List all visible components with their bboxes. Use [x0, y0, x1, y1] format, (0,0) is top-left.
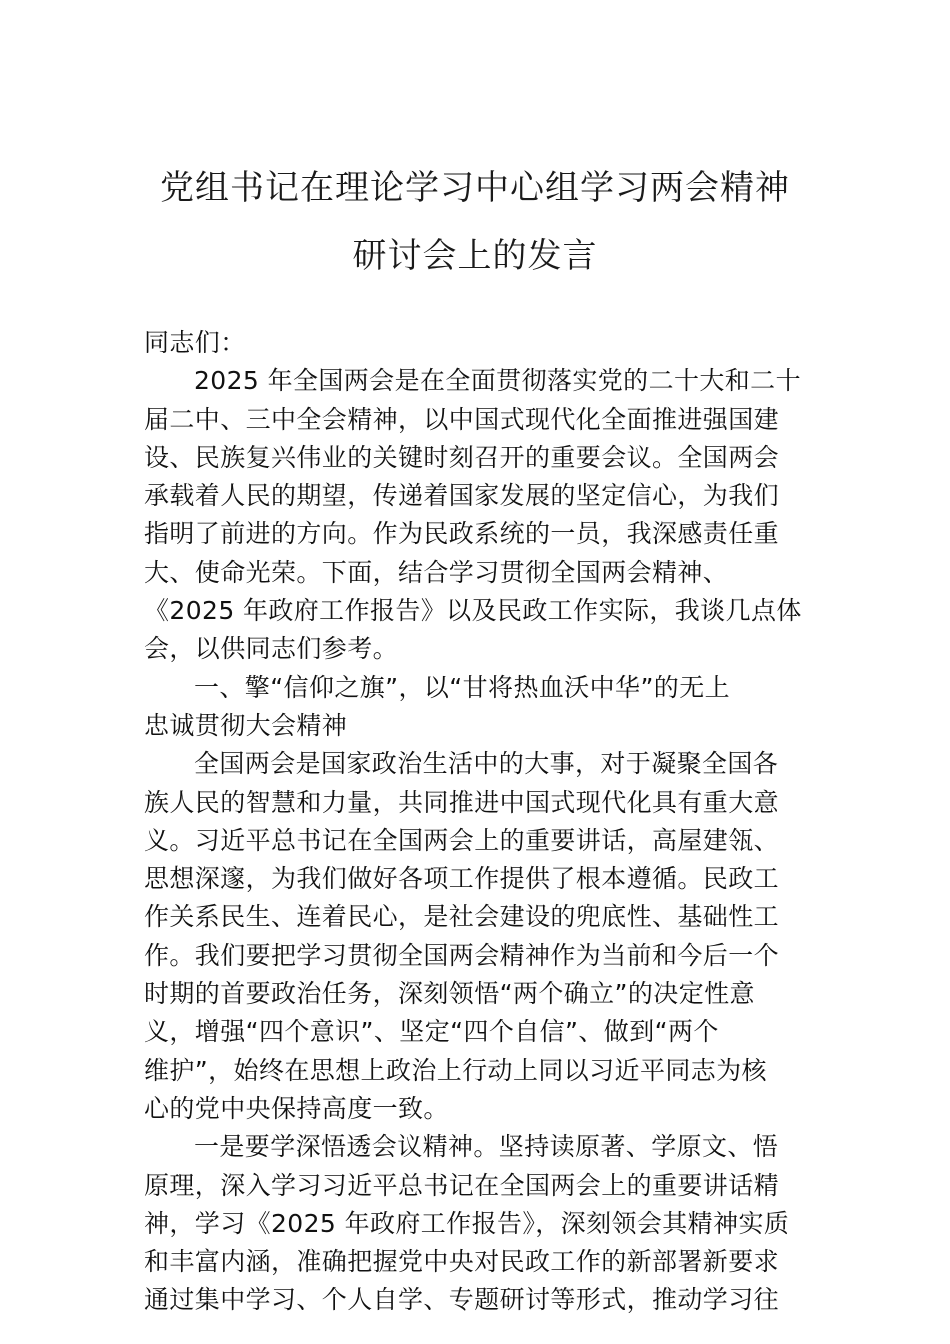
- section-heading-line: 一、擎“信仰之旗”，以“甘将热血沃中华”的无上: [194, 672, 731, 702]
- paragraph-line: 族人民的智慧和力量，共同推进中国式现代化具有重大意: [144, 787, 780, 817]
- document-title-line-1: 党组书记在理论学习中心组学习两会精神: [160, 168, 790, 208]
- paragraph-line: 设、民族复兴伟业的关键时刻召开的重要会议。全国两会: [144, 442, 780, 472]
- paragraph-line: 《2025 年政府工作报告》以及民政工作实际，我谈几点体: [144, 596, 802, 626]
- paragraph-line: 和丰富内涵，准确把握党中央对民政工作的新部署新要求: [144, 1247, 780, 1277]
- paragraph-line: 大、使命光荣。下面，结合学习贯彻全国两会精神、: [144, 557, 729, 587]
- paragraph-line: 神，学习《2025 年政府工作报告》，深刻领会其精神实质: [144, 1208, 790, 1238]
- paragraph-line: 通过集中学习、个人自学、专题研讨等形式，推动学习往: [144, 1285, 780, 1315]
- paragraph-line: 承载着人民的期望，传递着国家发展的坚定信心，为我们: [144, 481, 780, 511]
- paragraph-line: 会，以供同志们参考。: [144, 634, 399, 664]
- paragraph-line: 原理，深入学习习近平总书记在全国两会上的重要讲话精: [144, 1170, 780, 1200]
- document-title-line-2: 研讨会上的发言: [352, 236, 598, 276]
- paragraph-line: 作关系民生、连着民心，是社会建设的兜底性、基础性工: [144, 902, 780, 932]
- paragraph-line: 维护”，始终在思想上政治上行动上同以习近平同志为核: [144, 1055, 767, 1085]
- paragraph-line: 思想深邃，为我们做好各项工作提供了根本遵循。民政工: [144, 864, 780, 894]
- paragraph-line: 指明了前进的方向。作为民政系统的一员，我深感责任重: [144, 519, 780, 549]
- document-body: [144, 324, 808, 1320]
- paragraph-line: 义，增强“四个意识”、坚定“四个自信”、做到“两个: [144, 1017, 719, 1047]
- paragraph-line: 一是要学深悟透会议精神。坚持读原著、学原文、悟: [194, 1132, 779, 1162]
- paragraph-line: 时期的首要政治任务，深刻领悟“两个确立”的决定性意: [144, 979, 755, 1009]
- paragraph-line: 心的党中央保持高度一致。: [144, 1093, 449, 1123]
- paragraph-line: 2025 年全国两会是在全面贯彻落实党的二十大和二十: [194, 366, 801, 396]
- paragraph-line: 义。习近平总书记在全国两会上的重要讲话，高屋建瓴、: [144, 825, 780, 855]
- section-heading-line: 忠诚贯彻大会精神: [144, 710, 348, 740]
- salutation: 同志们：: [144, 328, 246, 357]
- paragraph-line: 全国两会是国家政治生活中的大事，对于凝聚全国各: [194, 749, 779, 779]
- paragraph-line: 届二中、三中全会精神，以中国式现代化全面推进强国建: [144, 404, 780, 434]
- paragraph-line: 作。我们要把学习贯彻全国两会精神作为当前和今后一个: [144, 940, 780, 970]
